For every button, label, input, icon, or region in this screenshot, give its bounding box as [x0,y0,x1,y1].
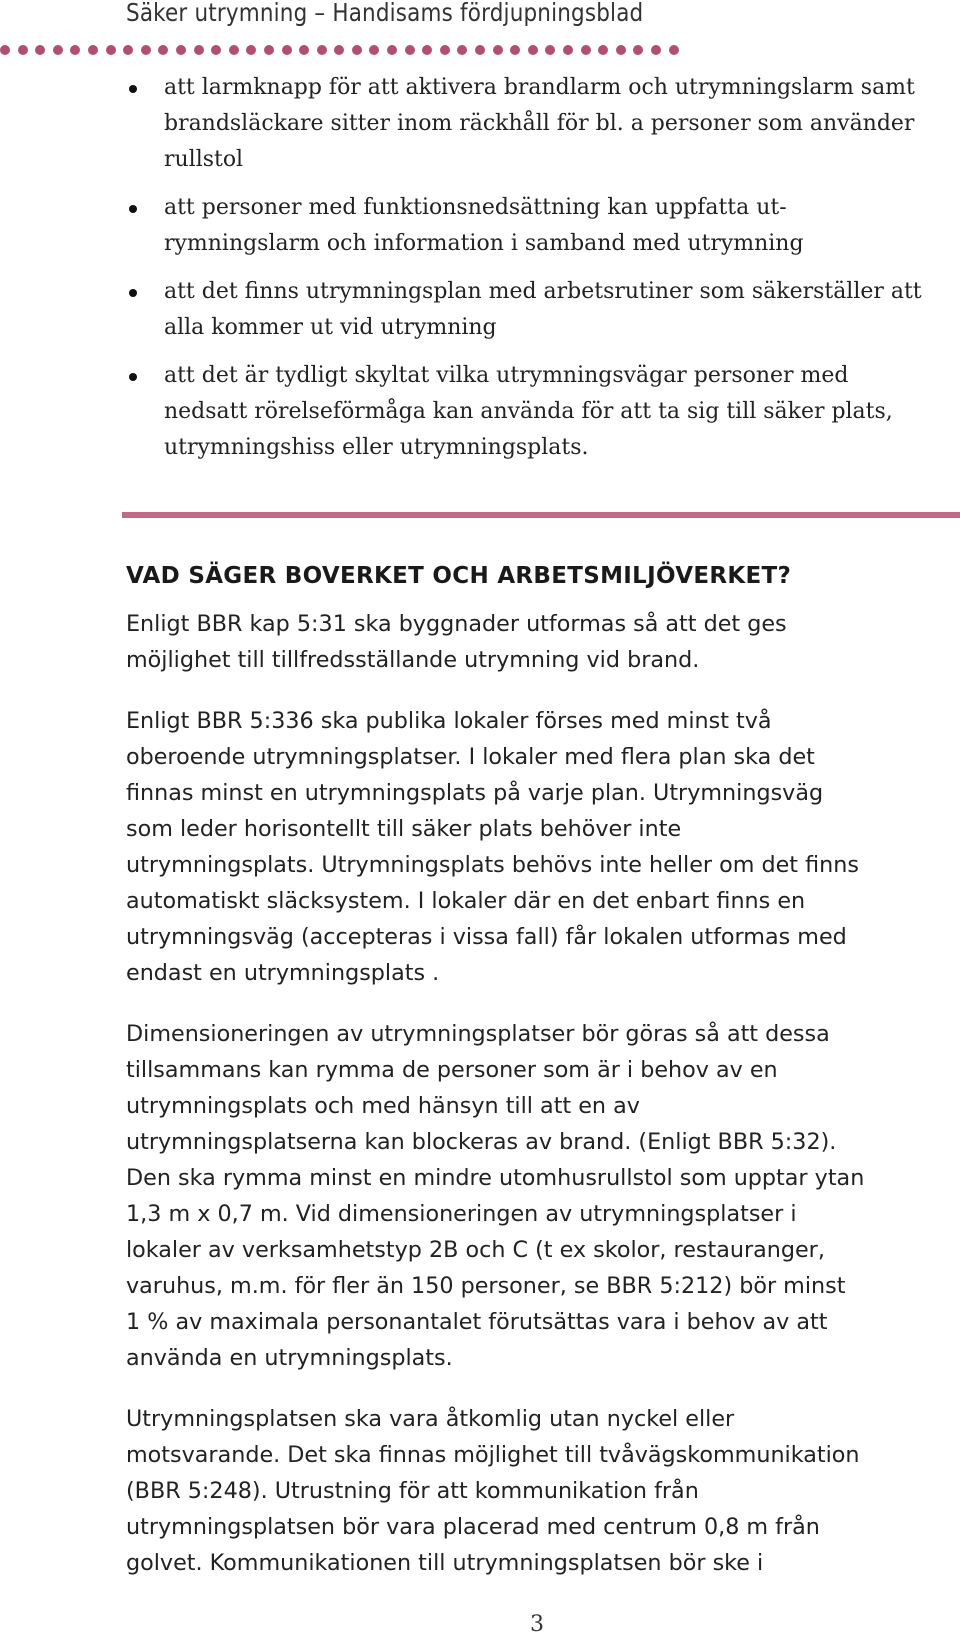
header-dot [528,45,538,55]
bullet-dot-icon [129,85,137,93]
header-dot [581,45,591,55]
bullet-line: nedsatt rörelseförmåga kan använda för att ta sig till säker plats, [164,399,893,424]
bullet-list [126,70,956,478]
header-dot [369,45,379,55]
bullet-line: rymningslarm och information i samband med utrymning [164,231,804,256]
header-dot [545,45,555,55]
paragraph-line: 1,3 m x 0,7 m. Vid dimensioneringen av utrymningsplatser i [126,1201,797,1227]
paragraph-line: lokaler av verksamhetstyp 2B och C (t ex skolor, restauranger, [126,1237,825,1263]
paragraph-line: Enligt BBR 5:336 ska publika lokaler förses med minst två [126,708,772,734]
header-dot [352,45,362,55]
header-dot-row [0,44,700,56]
header-dot [229,45,239,55]
header-dot [299,45,309,55]
bullet-line: alla kommer ut vid utrymning [164,315,497,340]
header-dot [106,45,116,55]
bullet-dot-icon [129,289,137,297]
body-paragraph [126,606,960,678]
header-dot [123,45,133,55]
header-dot [246,45,256,55]
body-paragraph [126,1401,960,1581]
paragraph-line: finnas minst en utrymningsplats på varje plan. Utrymningsväg [126,780,824,806]
bullet-dot-icon [129,373,137,381]
bullet-line: att personer med funktionsnedsättning kan uppfatta ut- [164,195,787,220]
header-dot [88,45,98,55]
header-dot [616,45,626,55]
paragraph-line: utrymningsplatserna kan blockeras av brand. (Enligt BBR 5:32). [126,1129,837,1155]
bullet-item [126,274,956,346]
paragraph-line: (BBR 5:248). Utrustning för att kommunikation från [126,1478,699,1504]
paragraph-line: oberoende utrymningsplatser. I lokaler med flera plan ska det [126,744,815,770]
header-dot [510,45,520,55]
bullet-line: utrymningshiss eller utrymningsplats. [164,435,589,460]
header-dot [633,45,643,55]
paragraph-line: golvet. Kommunikationen till utrymningsplatsen bör ske i [126,1550,764,1576]
header-dot [457,45,467,55]
header-dot [0,45,10,55]
header-dot [440,45,450,55]
section-body [126,606,960,1606]
page-number: 3 [530,1612,544,1637]
header-dot [317,45,327,55]
header-dot [651,45,661,55]
header-dot [264,45,274,55]
header-dot [563,45,573,55]
paragraph-line: varuhus, m.m. för fler än 150 personer, se BBR 5:212) bör minst [126,1273,846,1299]
header-dot [194,45,204,55]
header-dot [282,45,292,55]
header-dot [669,45,679,55]
header-dot [422,45,432,55]
header-dot [475,45,485,55]
bullet-line: att det är tydligt skyltat vilka utrymningsvägar personer med [164,363,849,388]
header-dot [405,45,415,55]
section-heading: VAD SÄGER BOVERKET OCH ARBETSMILJÖVERKET? [126,563,792,589]
header-dot [176,45,186,55]
paragraph-line: utrymningsplats. Utrymningsplats behövs inte heller om det finns [126,852,859,878]
paragraph-line: Utrymningsplatsen ska vara åtkomlig utan nyckel eller [126,1406,735,1432]
header-dot [334,45,344,55]
body-paragraph [126,703,960,991]
paragraph-line: 1 % av maximala personantalet förutsättas vara i behov av att [126,1309,828,1335]
header-dot [18,45,28,55]
bullet-line: brandsläckare sitter inom räckhåll för bl. a personer som använder [164,111,915,136]
paragraph-line: Enligt BBR kap 5:31 ska byggnader utformas så att det ges [126,611,787,637]
paragraph-line: endast en utrymningsplats . [126,960,440,986]
paragraph-line: möjlighet till tillfredsställande utrymning vid brand. [126,647,700,673]
bullet-item [126,358,956,466]
header-dot [598,45,608,55]
paragraph-line: automatiskt släcksystem. I lokaler där en det enbart finns en [126,888,806,914]
paragraph-line: använda en utrymningsplats. [126,1345,453,1371]
section-divider [122,512,960,518]
body-paragraph [126,1016,960,1376]
header-dot [158,45,168,55]
bullet-line: att larmknapp för att aktivera brandlarm och utrymningslarm samt [164,75,915,100]
header-dot [211,45,221,55]
header-title: Säker utrymning – Handisams fördjupningsblad [126,0,644,27]
header-dot [35,45,45,55]
header-dot [387,45,397,55]
paragraph-line: Dimensioneringen av utrymningsplatser bör göras så att dessa [126,1021,830,1047]
bullet-line: rullstol [164,147,244,172]
paragraph-line: tillsammans kan rymma de personer som är i behov av en [126,1057,778,1083]
header-dot [70,45,80,55]
bullet-dot-icon [129,205,137,213]
paragraph-line: som leder horisontellt till säker plats behöver inte [126,816,682,842]
header-dot [493,45,503,55]
bullet-item [126,190,956,262]
bullet-line: att det finns utrymningsplan med arbetsrutiner som säkerställer att [164,279,922,304]
header-dot [53,45,63,55]
paragraph-line: utrymningsväg (accepteras i vissa fall) får lokalen utformas med [126,924,847,950]
paragraph-line: motsvarande. Det ska finnas möjlighet till tvåvägskommunikation [126,1442,860,1468]
bullet-item [126,70,956,178]
paragraph-line: utrymningsplats och med hänsyn till att en av [126,1093,640,1119]
paragraph-line: Den ska rymma minst en mindre utomhusrullstol som upptar ytan [126,1165,865,1191]
paragraph-line: utrymningsplatsen bör vara placerad med centrum 0,8 m från [126,1514,820,1540]
header-dot [141,45,151,55]
